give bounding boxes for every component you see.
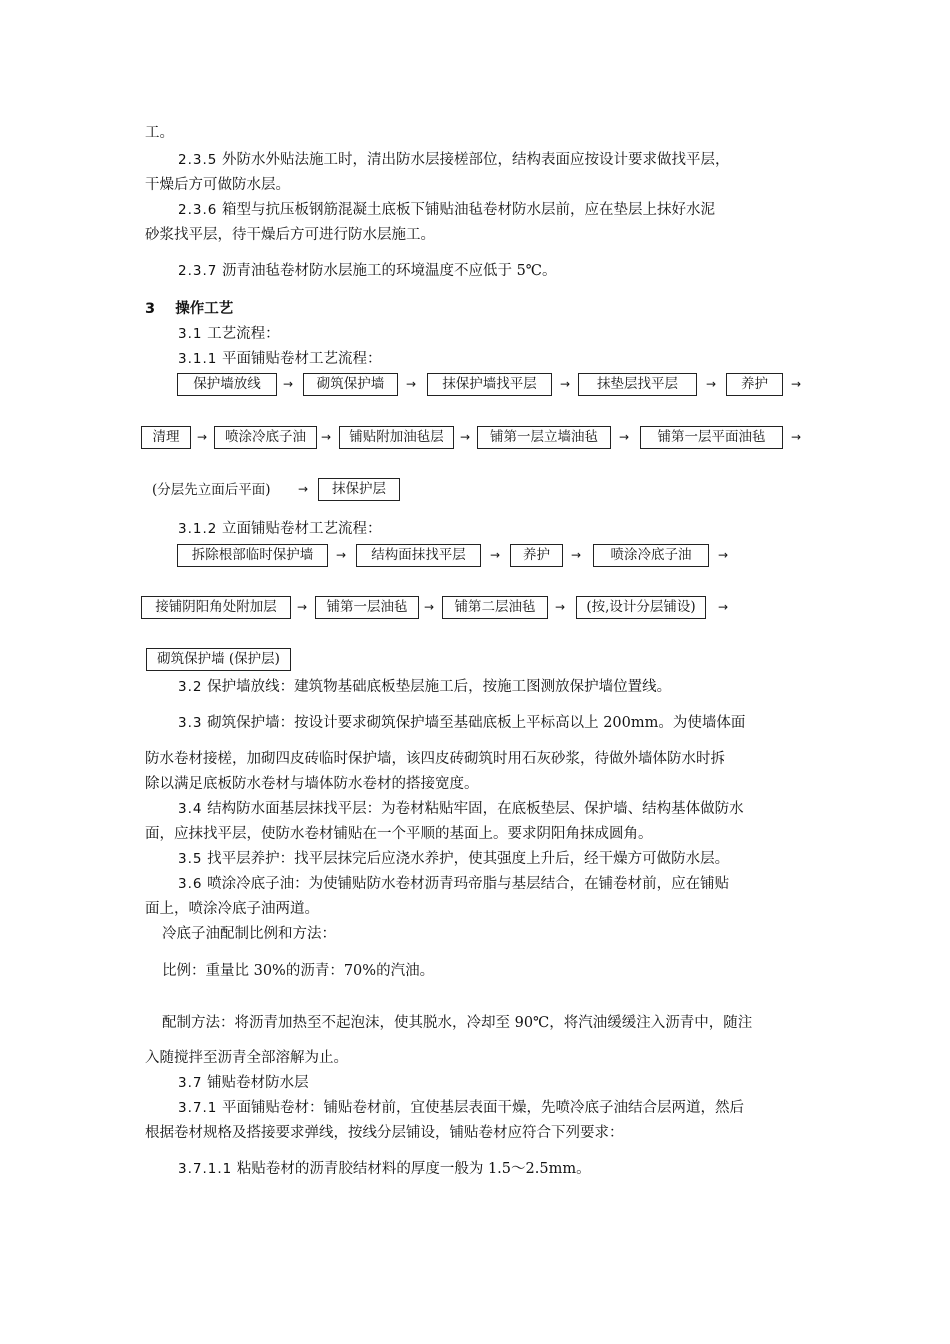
arrow-icon: → xyxy=(571,548,582,562)
flow-step: 铺第一层油毡 xyxy=(315,596,419,619)
clause-text: 箱型与抗压板钢筋混凝土底板下铺贴油毡卷材防水层前，应在垫层上抹好水泥 xyxy=(221,202,715,218)
clause-number: 2.3.5 xyxy=(178,152,218,168)
clause-3-7 xyxy=(178,1074,309,1092)
clause-3-6 xyxy=(178,875,729,893)
arrow-icon: → xyxy=(791,377,802,391)
arrow-icon: → xyxy=(197,430,208,444)
clause-text: 铺贴卷材防水层 xyxy=(207,1075,309,1091)
arrow-icon: → xyxy=(297,600,308,614)
flow-step: 抹垫层找平层 xyxy=(578,373,697,396)
clause-number: 3.1 xyxy=(178,326,203,342)
clause-3-1 xyxy=(178,325,280,343)
flow-step: 铺第二层油毡 xyxy=(442,596,548,619)
clause-text: 粘贴卷材的沥青胶结材料的厚度一般为 1.5～2.5mm。 xyxy=(236,1161,591,1177)
clause-text: 平面铺贴卷材工艺流程： xyxy=(221,351,382,367)
clause-3-4 xyxy=(178,800,744,818)
clause-number: 3.7.1 xyxy=(178,1100,218,1116)
text-line: 面，应抹找平层，使防水卷材铺贴在一个平顺的基面上。要求阴阳角抹成圆角。 xyxy=(145,826,653,842)
clause-number: 2.3.7 xyxy=(178,263,218,279)
clause-text: 砌筑保护墙：按设计要求砌筑保护墙至基础底板上平标高以上 200mm。为使墙体面 xyxy=(207,715,746,731)
flow-step: 喷涂冷底子油 xyxy=(214,426,317,449)
flow-step: 养护 xyxy=(510,544,563,567)
clause-number: 3.7 xyxy=(178,1075,203,1091)
flow-step: 铺贴附加油毡层 xyxy=(339,426,454,449)
arrow-icon: → xyxy=(706,377,717,391)
clause-3-5 xyxy=(178,850,729,868)
flow-step: (按,设计分层铺设) xyxy=(576,596,706,619)
arrow-icon: → xyxy=(460,430,471,444)
clause-text: 保护墙放线：建筑物基础底板垫层施工后，按施工图测放保护墙位置线。 xyxy=(207,679,672,695)
section-heading xyxy=(145,300,233,318)
arrow-icon: → xyxy=(555,600,566,614)
clause-number: 3.5 xyxy=(178,851,203,867)
arrow-icon: → xyxy=(321,430,332,444)
clause-number: 3.1.2 xyxy=(178,521,218,537)
text-line: 干燥后方可做防水层。 xyxy=(145,177,290,193)
clause-3-2 xyxy=(178,678,671,696)
text-line: 砂浆找平层，待干燥后方可进行防水层施工。 xyxy=(145,227,435,243)
flow-step: 铺第一层立墙油毡 xyxy=(477,426,611,449)
clause-3-3 xyxy=(178,714,745,732)
flow-step: 抹保护层 xyxy=(318,478,400,501)
clause-text: 外防水外贴法施工时，清出防水层接槎部位，结构表面应按设计要求做找平层， xyxy=(221,152,730,168)
text-line: 冷底子油配制比例和方法： xyxy=(162,926,336,942)
clause-2-3-7 xyxy=(178,262,557,280)
ratio-line: 比例：重量比 30%的沥青：70%的汽油。 xyxy=(162,963,435,979)
clause-2-3-5 xyxy=(178,151,729,169)
clause-number: 3.6 xyxy=(178,876,203,892)
arrow-icon: → xyxy=(791,430,802,444)
flow-step: 清理 xyxy=(141,426,191,449)
arrow-icon: → xyxy=(560,377,571,391)
clause-number: 3.2 xyxy=(178,679,203,695)
clause-number: 3.7.1.1 xyxy=(178,1161,233,1177)
text-line: 面上，喷涂冷底子油两道。 xyxy=(145,901,319,917)
arrow-icon: → xyxy=(718,548,729,562)
flow-step: 砌筑保护墙 (保护层) xyxy=(146,648,291,671)
text-line: 配制方法：将沥青加热至不起泡沫，使其脱水，冷却至 90℃，将汽油缓缓注入沥青中，随注 xyxy=(162,1015,753,1031)
clause-text: 平面铺贴卷材：铺贴卷材前，宜使基层表面干燥，先喷冷底子油结合层两道，然后 xyxy=(221,1100,744,1116)
text-line: 防水卷材接槎，加砌四皮砖临时保护墙，该四皮砖砌筑时用石灰砂浆，待做外墙体防水时拆 xyxy=(145,751,725,767)
clause-3-1-1 xyxy=(178,350,381,368)
text-line: 工。 xyxy=(145,125,174,141)
arrow-icon: → xyxy=(619,430,630,444)
section-number: 3 xyxy=(145,301,156,317)
arrow-icon: → xyxy=(336,548,347,562)
flow-step: 拆除根部临时保护墙 xyxy=(177,544,328,567)
flow-step: 养护 xyxy=(726,373,783,396)
arrow-icon: → xyxy=(718,600,729,614)
flow-step: 结构面抹找平层 xyxy=(356,544,481,567)
arrow-icon: → xyxy=(490,548,501,562)
text-line: 除以满足底板防水卷材与墙体防水卷材的搭接宽度。 xyxy=(145,776,479,792)
clause-2-3-6 xyxy=(178,201,715,219)
section-title: 操作工艺 xyxy=(175,301,234,317)
clause-text: 立面铺贴卷材工艺流程： xyxy=(221,521,382,537)
clause-text: 沥青油毡卷材防水层施工的环境温度不应低于 5℃。 xyxy=(221,263,557,279)
arrow-icon: → xyxy=(424,600,435,614)
text-line: 根据卷材规格及搭接要求弹线，按线分层铺设，铺贴卷材应符合下列要求： xyxy=(145,1125,624,1141)
arrow-icon: → xyxy=(283,377,294,391)
flow-note: (分层先立面后平面) xyxy=(152,482,271,498)
clause-number: 3.4 xyxy=(178,801,203,817)
flow-step: 喷涂冷底子油 xyxy=(593,544,709,567)
flow-step: 保护墙放线 xyxy=(177,373,277,396)
clause-3-7-1-1 xyxy=(178,1160,591,1178)
clause-text: 结构防水面基层抹找平层：为卷材粘贴牢固，在底板垫层、保护墙、结构基体做防水 xyxy=(207,801,744,817)
flow-step: 接铺阴阳角处附加层 xyxy=(141,596,291,619)
arrow-icon: → xyxy=(406,377,417,391)
clause-number: 3.3 xyxy=(178,715,203,731)
clause-number: 3.1.1 xyxy=(178,351,218,367)
clause-text: 喷涂冷底子油：为使铺贴防水卷材沥青玛帝脂与基层结合，在铺卷材前，应在铺贴 xyxy=(207,876,730,892)
text-line: 入随搅拌至沥青全部溶解为止。 xyxy=(145,1050,348,1066)
clause-number: 2.3.6 xyxy=(178,202,218,218)
arrow-icon: → xyxy=(298,482,309,496)
flow-step: 抹保护墙找平层 xyxy=(427,373,552,396)
flow-step: 铺第一层平面油毡 xyxy=(640,426,783,449)
flow-step: 砌筑保护墙 xyxy=(303,373,398,396)
clause-text: 找平层养护：找平层抹完后应浇水养护，使其强度上升后，经干燥方可做防水层。 xyxy=(207,851,730,867)
clause-3-1-2 xyxy=(178,520,381,538)
clause-3-7-1 xyxy=(178,1099,744,1117)
clause-text: 工艺流程： xyxy=(207,326,280,342)
